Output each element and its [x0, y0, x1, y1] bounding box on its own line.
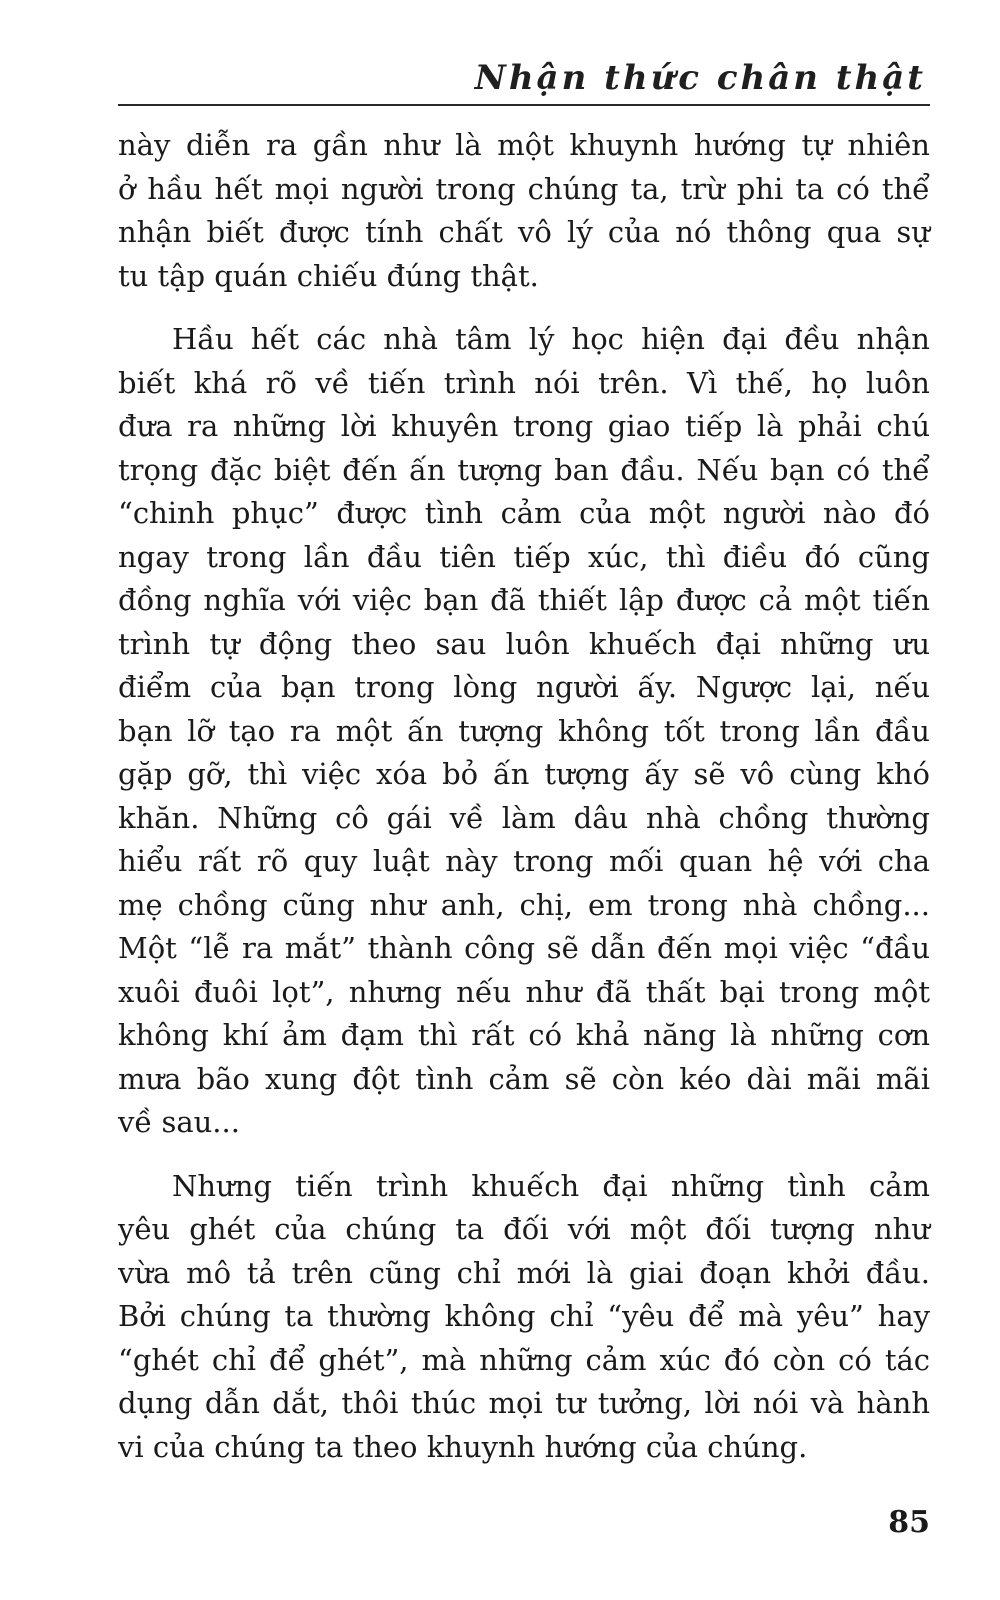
text-line: về sau...: [118, 1105, 240, 1139]
text-line: “ghét chỉ để ghét”, mà những cảm xúc đó còn có tác: [118, 1342, 930, 1377]
text-line: vừa mô tả trên cũng chỉ mới là giai đoạn khởi đầu.: [118, 1255, 930, 1290]
text-line: gặp gỡ, thì việc xóa bỏ ấn tượng ấy sẽ vô cùng khó: [118, 757, 930, 791]
text-line: khăn. Những cô gái về làm dâu nhà chồng thường: [118, 800, 930, 835]
text-line: bạn lỡ tạo ra một ấn tượng không tốt trong lần đầu: [118, 713, 930, 748]
text-line: hiểu rất rõ quy luật này trong mối quan hệ với cha: [118, 844, 930, 878]
page-number: 85: [888, 1505, 930, 1540]
text-line: ngay trong lần đầu tiên tiếp xúc, thì điều đó cũng: [118, 539, 930, 574]
paragraph: [118, 124, 930, 298]
text-line: mưa bão xung đột tình cảm sẽ còn kéo dài mãi mãi: [118, 1061, 930, 1096]
text-line: nhận biết được tính chất vô lý của nó thông qua sự: [118, 215, 930, 249]
text-line: Một “lễ ra mắt” thành công sẽ dẫn đến mọi việc “đầu: [118, 931, 930, 965]
running-title: Nhận thức chân thật: [474, 58, 926, 98]
text-line: không khí ảm đạm thì rất có khả năng là những cơn: [118, 1018, 930, 1052]
text-line: trình tự động theo sau luôn khuếch đại những ưu: [118, 626, 930, 661]
text-line: tu tập quán chiếu đúng thật.: [118, 258, 539, 293]
text-line: xuôi đuôi lọt”, nhưng nếu như đã thất bại trong một: [118, 974, 930, 1009]
text-line: dụng dẫn dắt, thôi thúc mọi tư tưởng, lời nói và hành: [118, 1386, 930, 1420]
text-line: đưa ra những lời khuyên trong giao tiếp là phải chú: [118, 409, 930, 443]
body-text: [118, 124, 930, 1489]
text-line: vi của chúng ta theo khuynh hướng của chúng.: [118, 1429, 808, 1464]
text-line: đồng nghĩa với việc bạn đã thiết lập được cả một tiến: [118, 583, 930, 617]
text-line: Bởi chúng ta thường không chỉ “yêu để mà yêu” hay: [118, 1299, 930, 1333]
text-line: ở hầu hết mọi người trong chúng ta, trừ phi ta có thể: [118, 171, 930, 206]
text-line: “chinh phục” được tình cảm của một người nào đó: [118, 496, 930, 530]
text-line: biết khá rõ về tiến trình nói trên. Vì thế, họ luôn: [118, 365, 930, 400]
text-line: trọng đặc biệt đến ấn tượng ban đầu. Nếu bạn có thể: [118, 452, 930, 487]
text-line: yêu ghét của chúng ta đối với một đối tượng như: [118, 1212, 930, 1246]
text-line: Hầu hết các nhà tâm lý học hiện đại đều nhận: [172, 322, 930, 356]
text-line: Nhưng tiến trình khuếch đại những tình cảm: [172, 1168, 930, 1203]
paragraph: [118, 1165, 930, 1470]
running-header: [118, 52, 930, 106]
text-line: điểm của bạn trong lòng người ấy. Ngược lại, nếu: [118, 670, 930, 704]
text-line: này diễn ra gần như là một khuynh hướng tự nhiên: [118, 128, 930, 162]
paragraph: [118, 318, 930, 1145]
text-line: mẹ chồng cũng như anh, chị, em trong nhà chồng...: [118, 887, 930, 922]
